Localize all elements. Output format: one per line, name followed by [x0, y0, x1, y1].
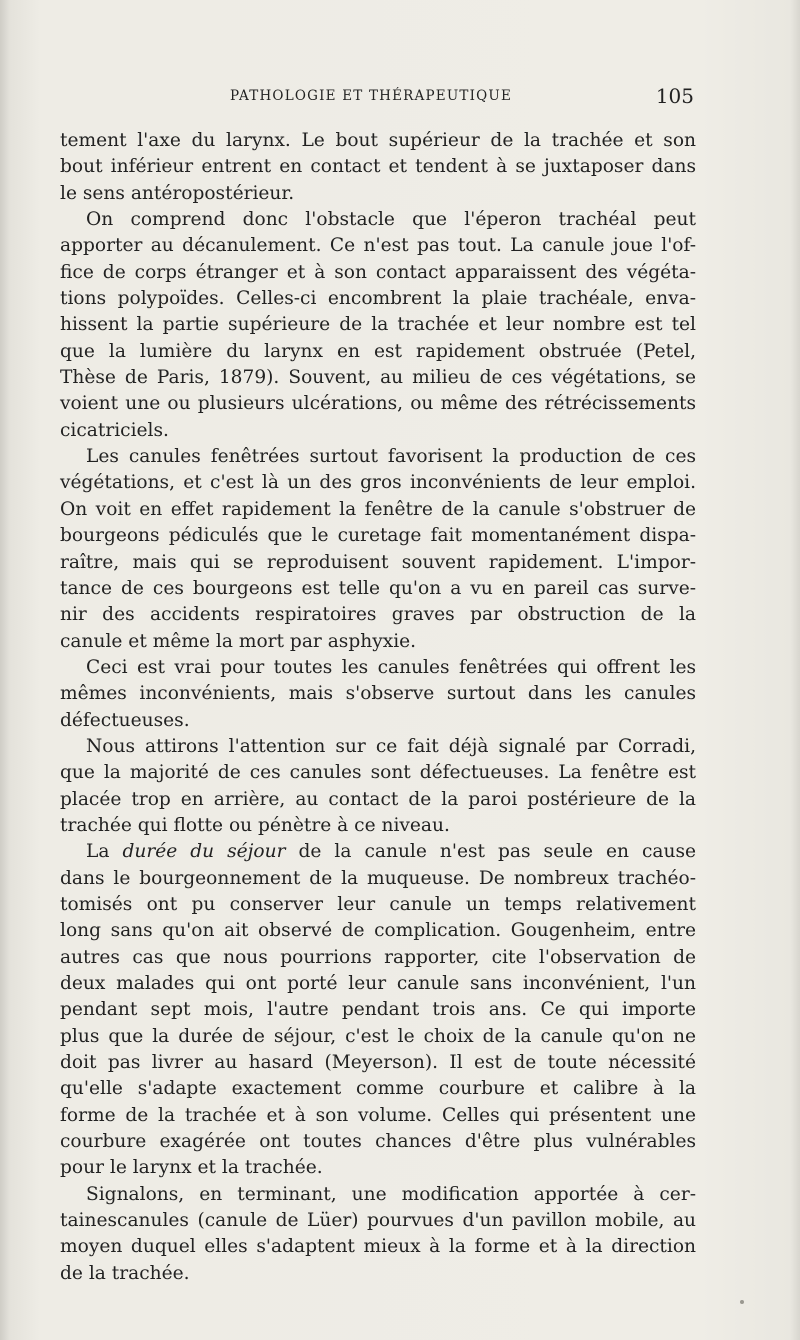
text-line: nir des accidents respiratoires graves par obstruction de la	[60, 604, 696, 626]
italic-phrase: durée du séjour	[122, 841, 286, 863]
text-line: que la majorité de ces canules sont défectueuses. La fenêtre est	[60, 762, 696, 784]
text-line: trachée qui flotte ou pénètre à ce niveau.	[60, 814, 450, 836]
text-line: mêmes inconvénients, mais s'observe surtout dans les canules	[60, 683, 696, 705]
text-line-italic	[60, 839, 696, 865]
text-line: cicatriciels.	[60, 419, 169, 441]
italic-line-after: de la canule n'est pas seule en cause	[285, 841, 697, 863]
text-line: doit pas livrer au hasard (Meyerson). Il est de toute nécessité	[60, 1052, 696, 1074]
text-line: pendant sept mois, l'autre pendant trois ans. Ce qui importe	[60, 999, 696, 1021]
paper-speck	[740, 1300, 744, 1304]
text-line: voient une ou plusieurs ulcérations, ou même des rétrécissements	[60, 393, 696, 415]
text-line: dans le bourgeonnement de la muqueuse. De nombreux trachéo-	[60, 867, 696, 889]
text-line: forme de la trachée et à son volume. Celles qui présentent une	[60, 1104, 696, 1126]
text-line: qu'elle s'adapte exactement comme courbure et calibre à la	[60, 1078, 696, 1100]
text-line: Nous attirons l'attention sur ce fait déjà signalé par Corradi,	[86, 735, 696, 757]
text-line: apporter au décanulement. Ce n'est pas tout. La canule joue l'of-	[60, 235, 696, 257]
text-line: On voit en effet rapidement la fenêtre de la canule s'obstruer de	[60, 498, 696, 520]
text-line: pour le larynx et la trachée.	[60, 1157, 323, 1179]
text-line: Signalons, en terminant, une modification apportée à cer-	[86, 1183, 696, 1205]
text-line: Thèse de Paris, 1879). Souvent, au milieu de ces végétations, se	[60, 367, 696, 389]
text-line: raître, mais qui se reproduisent souvent rapidement. L'impor-	[60, 551, 696, 573]
text-line: tomisés ont pu conserver leur canule un temps relativement	[60, 893, 696, 915]
text-line: tance de ces bourgeons est telle qu'on a vu en pareil cas surve-	[60, 577, 696, 599]
page-header	[60, 84, 696, 114]
text-line: autres cas que nous pourrions rapporter, cite l'observation de	[60, 946, 696, 968]
page-number: 105	[655, 84, 694, 108]
text-line: long sans qu'on ait observé de complication. Gougenheim, entre	[60, 920, 696, 942]
body-text	[60, 128, 696, 1287]
running-head: PATHOLOGIE ET THÉRAPEUTIQUE	[230, 88, 513, 104]
text-line: que la lumière du larynx en est rapidement obstruée (Petel,	[60, 340, 696, 362]
text-line: deux malades qui ont porté leur canule sans inconvénient, l'un	[60, 973, 696, 994]
italic-line-before: La	[86, 841, 123, 863]
text-line: végétations, et c'est là un des gros inconvénients de leur emploi.	[60, 472, 696, 494]
text-line: hissent la partie supérieure de la trachée et leur nombre est tel	[60, 314, 696, 336]
text-line: moyen duquel elles s'adaptent mieux à la forme et à la direction	[60, 1236, 696, 1258]
text-line: plus que la durée de séjour, c'est le choix de la canule qu'on ne	[60, 1025, 696, 1047]
text-line: Ceci est vrai pour toutes les canules fenêtrées qui offrent les	[86, 656, 696, 678]
text-line: le sens antéropostérieur.	[60, 182, 295, 204]
text-line: tainescanules (canule de Lüer) pourvues d'un pavillon mobile, au	[60, 1210, 696, 1232]
text-line: défectueuses.	[60, 709, 190, 731]
text-line: bout inférieur entrent en contact et tendent à se juxtaposer dans	[60, 156, 696, 178]
text-line: canule et même la mort par asphyxie.	[60, 630, 417, 652]
text-line: Les canules fenêtrées surtout favorisent la production de ces	[86, 446, 696, 468]
text-line: On comprend donc l'obstacle que l'éperon trachéal peut	[86, 209, 696, 231]
text-line: de la trachée.	[60, 1262, 190, 1284]
text-line: tions polypoïdes. Celles-ci encombrent la plaie trachéale, enva-	[60, 288, 696, 310]
text-line: courbure exagérée ont toutes chances d'être plus vulnérables	[60, 1131, 696, 1153]
text-line: placée trop en arrière, au contact de la paroi postérieure de la	[60, 788, 696, 810]
text-line: bourgeons pédiculés que le curetage fait momentanément dispa-	[60, 525, 696, 547]
text-line: tement l'axe du larynx. Le bout supérieur de la trachée et son	[60, 130, 696, 151]
text-line: fice de corps étranger et à son contact apparaissent des végéta-	[60, 261, 696, 283]
